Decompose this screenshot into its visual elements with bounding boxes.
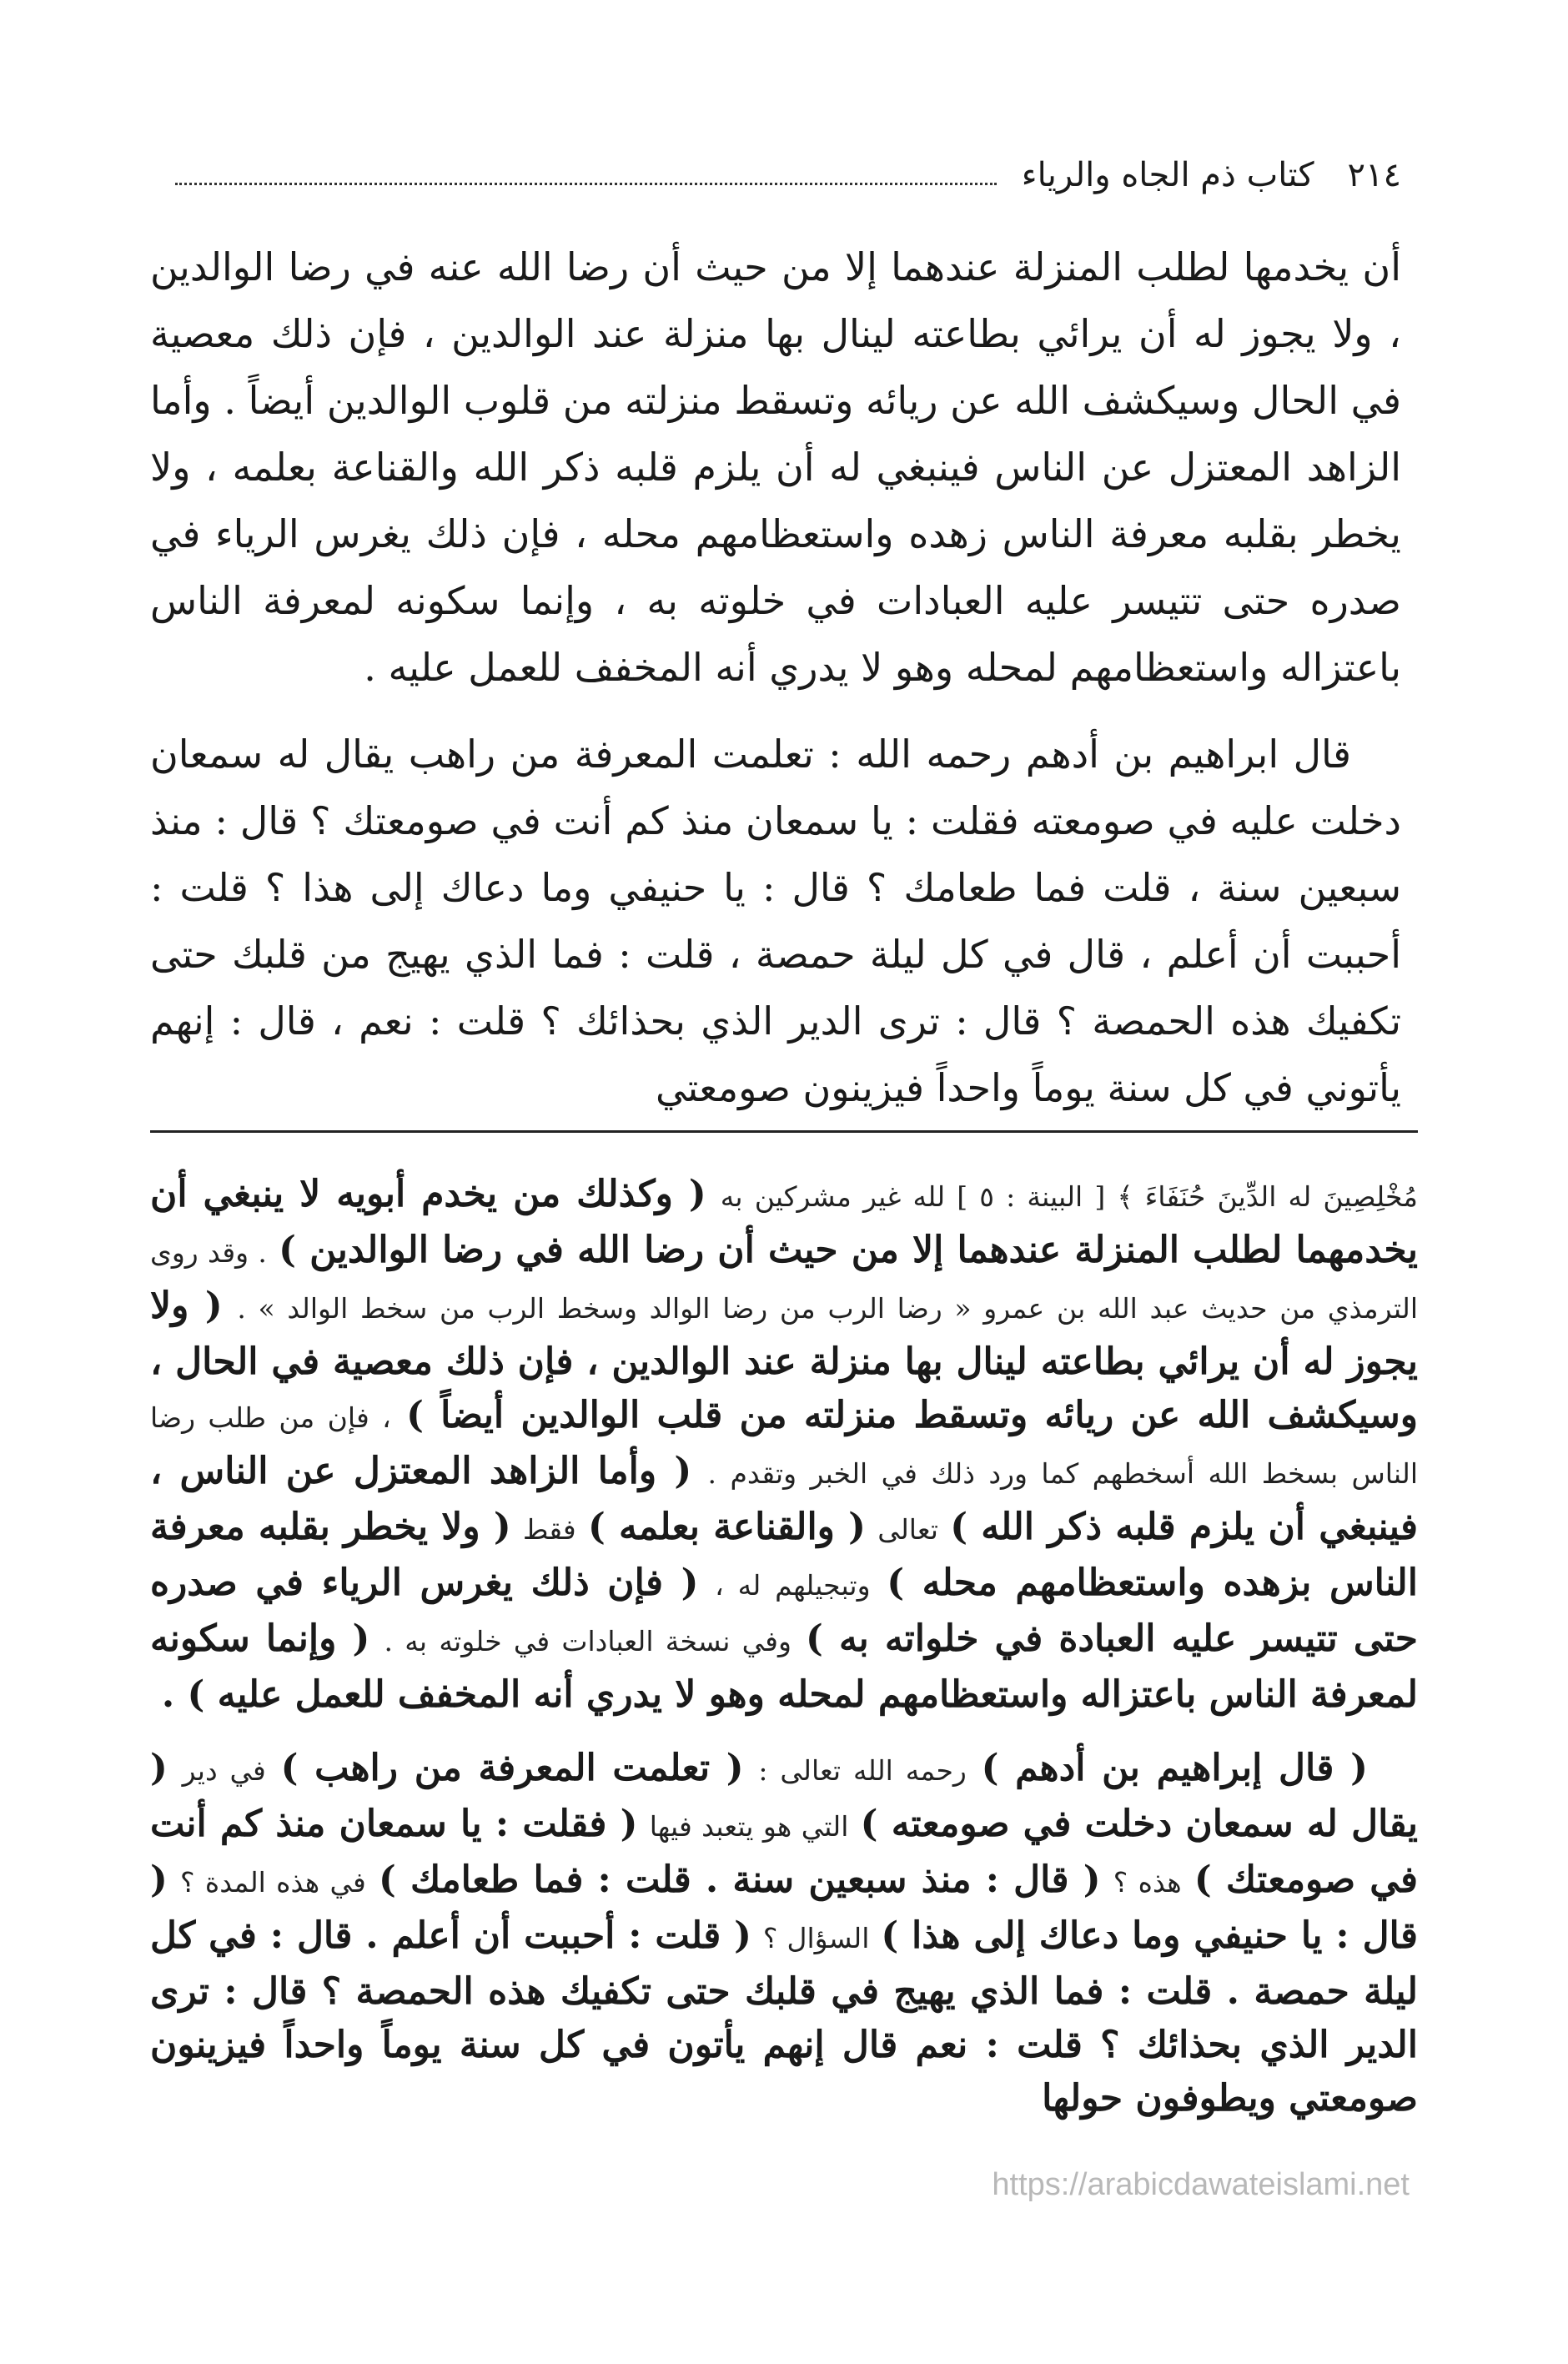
quoted-text: ( قال : منذ سبعين سنة . قلت : فما طعامك ) xyxy=(379,1859,1101,1901)
commentary-note: التي هو يتعبد فيها xyxy=(649,1810,849,1843)
commentary-note: فقط xyxy=(522,1513,576,1546)
quoted-text: ( قال إبراهيم بن أدهم ) xyxy=(981,1747,1368,1789)
main-text xyxy=(150,234,1401,1121)
commentary-note: هذه ؟ xyxy=(1113,1866,1182,1899)
quoted-text: ( قلت : أحببت أن أعلم . قال : في كل ليلة حمصة . قلت : فما الذي يهيج في قلبك حتى تكفيك هذه الحمصة ؟ قال : ترى الدير الذي بحذائك ؟ قلت : نعم قال إنهم يأتون في كل سنة يوماً واحداً فيزينون صومعتي ويطوفون حولها xyxy=(150,1914,1418,2120)
commentary-divider xyxy=(150,1130,1418,1133)
commentary-note: تعالى xyxy=(877,1513,938,1546)
quoted-text: ( وأما الزاهد المعتزل عن الناس ، فينبغي أن يلزم قلبه ذكر الله ) xyxy=(150,1450,1418,1548)
quoted-text: ( فقلت : يا سمعان منذ كم أنت في صومعتك ) xyxy=(150,1803,1419,1901)
quoted-text: ( فإن ذلك يغرس الرياء في صدره حتى تتيسر عليه العبادة في خلواته به ) xyxy=(150,1562,1418,1660)
quoted-text: ( وكذلك من يخدم أبويه لا ينبغي أن يخدمهما لطلب المنزلة عندهما إلا من حيث أن رضا الله في رضا الوالدين ) xyxy=(150,1173,1418,1271)
quoted-text: ( ولا يخطر بقلبه معرفة الناس بزهده واستعظامهم محله ) xyxy=(150,1506,1418,1604)
commentary-note: وتبجيلهم له ، xyxy=(715,1569,871,1602)
commentary-paragraph xyxy=(150,1168,1418,1722)
quoted-text: ( وإنما سكونه لمعرفة الناس باعتزاله واستعظامهم لمحله وهو لا يدري أنه المخفف للعمل عليه ) . xyxy=(150,1617,1418,1716)
quoted-text: ( ولا يجوز له أن يرائي بطاعته لينال بها منزلة عند الوالدين ، فإن ذلك معصية في الحال ، وسيكشف الله عن ريائه وتسقط منزلته من قلب الوالدين أيضاً ) xyxy=(150,1285,1418,1436)
commentary-note: في دير xyxy=(182,1754,266,1787)
quoted-text: ( والقناعة بعلمه ) xyxy=(587,1506,866,1548)
commentary-note: السؤال ؟ xyxy=(762,1922,870,1954)
book-title: كتاب ذم الجاه والرياء xyxy=(1021,156,1314,194)
header-leader-dots xyxy=(175,166,997,185)
main-paragraph: أن يخدمها لطلب المنزلة عندهما إلا من حيث أن رضا الله عنه في رضا الوالدين ، ولا يجوز له أن يرائي بطاعته لينال بها منزلة عند الوالدين ، فإن ذلك معصية في الحال وسيكشف الله عن ريائه وتسقط منزلته من قلوب الوالدين أيضاً . وأما الزاهد المعتزل عن الناس فينبغي له أن يلزم قلبه ذكر الله والقناعة بعلمه ، ولا يخطر بقلبه معرفة الناس زهده واستعظامهم محله ، فإن ذلك يغرس الرياء في صدره حتى تتيسر عليه العبادات في خلوته به ، وإنما سكونه لمعرفة الناس باعتزاله واستعظامهم لمحله وهو لا يدري أنه المخفف للعمل عليه . xyxy=(150,244,1401,690)
commentary-note: . وقد روى الترمذي من حديث عبد الله بن عمرو « رضا الرب من رضا الوالد وسخط الرب من سخط الوالد » . xyxy=(150,1236,1418,1325)
running-header xyxy=(150,142,1401,209)
quoted-text: ( قال : يا حنيفي وما دعاك إلى هذا ) xyxy=(150,1859,1418,1957)
quoted-text: ( يقال له سمعان دخلت في صومعته ) xyxy=(150,1747,1418,1845)
watermark-url: https://arabicdawateislami.net xyxy=(992,2167,1410,2202)
commentary-text xyxy=(150,1168,1418,2125)
commentary-note: رحمه الله تعالى : xyxy=(758,1754,967,1787)
commentary-note: وفي نسخة العبادات في خلوته به . xyxy=(384,1625,792,1657)
page-number: ٢١٤ xyxy=(1347,156,1401,194)
commentary-paragraph xyxy=(150,1742,1418,2125)
commentary-note: مُخْلِصِينَ له الدِّينَ حُنَفَاءَ ﴾ [ البينة : ٥ ] لله غير مشركين به xyxy=(720,1180,1418,1213)
commentary-note: في هذه المدة ؟ xyxy=(180,1866,366,1899)
main-paragraph: قال ابراهيم بن أدهم رحمه الله : تعلمت المعرفة من راهب يقال له سمعان دخلت عليه في صومعته فقلت : يا سمعان منذ كم أنت في صومعتك ؟ قال : منذ سبعين سنة ، قلت فما طعامك ؟ قال : يا حنيفي وما دعاك إلى هذا ؟ قلت : أحببت أن أعلم ، قال في كل ليلة حمصة ، قلت : فما الذي يهيج من قلبك حتى تكفيك هذه الحمصة ؟ قال : ترى الدير الذي بحذائك ؟ قلت : نعم ، قال : إنهم يأتوني في كل سنة يوماً واحداً فيزينون صومعتي xyxy=(150,732,1401,1110)
commentary-note: ، فإن من طلب رضا الناس بسخط الله أسخطهم كما ورد ذلك في الخبر وتقدم . xyxy=(150,1401,1419,1490)
quoted-text: ( تعلمت المعرفة من راهب ) xyxy=(280,1747,744,1789)
